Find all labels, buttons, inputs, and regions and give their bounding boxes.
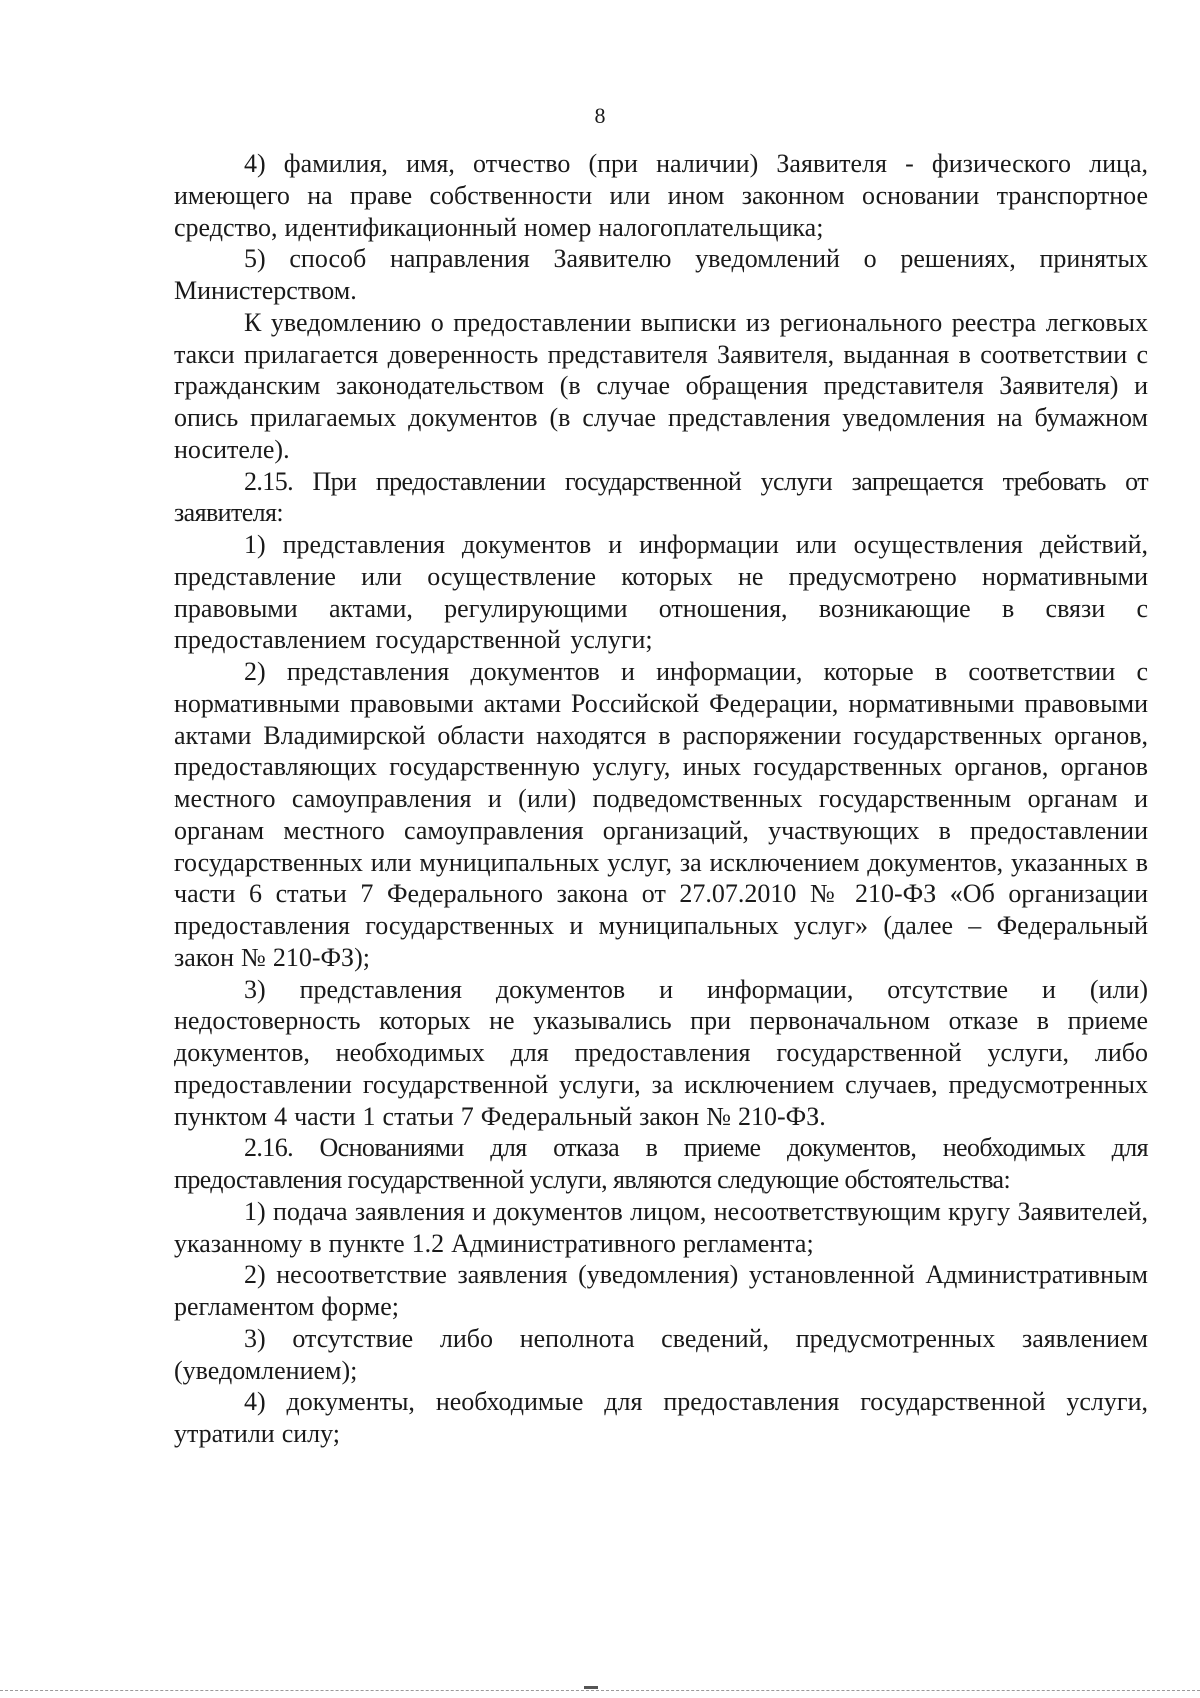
scan-artifact-mark [584, 1686, 598, 1689]
paragraph-2-16-item-1: 1) подача заявления и документов лицом, несоответствующим кругу Заявителей, указанному в пункте 1.2 Административного регламента; [174, 1196, 1148, 1258]
paragraph-attachments: К уведомлению о предоставлении выписки из регионального реестра легковых такси прилагается доверенность представителя Заявителя, выданная в соответствии с гражданским законодательством (в случае обращения представителя Заявителя) и опись прилагаемых документов (в случае представления уведомления на бумажном носителе). [174, 307, 1148, 464]
paragraph-2-15-item-3: 3) представления документов и информации, отсутствие и (или) недостоверность которых не указывались при первоначальном отказе в приеме документов, необходимых для предоставления государственной услуги, либо предоставлении государственной услуги, за исключением случаев, предусмотренных пунктом 4 части 1 статьи 7 Федеральный закон № 210-ФЗ. [174, 974, 1148, 1131]
scan-edge-line [0, 1690, 1200, 1692]
paragraph-2-15-item-2: 2) представления документов и информации, которые в соответствии с нормативными правовыми актами Российской Федерации, нормативными правовыми актами Владимирской области находятся в распоряжении государственных органов, предоставляющих государственную услугу, иных государственных органов, органов местного самоуправления и (или) подведомственных государственным органам и органам местного самоуправления организаций, участвующих в предоставлении государственных или муниципальных услуг, за исключением документов, указанных в части 6 статьи 7 Федерального закона от 27.07.2010 № 210-ФЗ «Об организации предоставления государственных и муниципальных услуг» (далее – Федеральный закон № 210-ФЗ); [174, 657, 1148, 972]
document-body [174, 148, 1148, 1450]
paragraph-2-15-item-1: 1) представления документов и информации или осуществления действий, представление или осуществление которых не предусмотрено нормативными правовыми актами, регулирующими отношения, возникающие в связи с предоставлением государственной услуги; [174, 530, 1148, 655]
paragraph-2-15-heading: 2.15. При предоставлении государственной услуги запрещается требовать от заявителя: [174, 466, 1148, 528]
paragraph-2-16-item-3: 3) отсутствие либо неполнота сведений, предусмотренных заявлением (уведомлением); [174, 1323, 1148, 1385]
paragraph-item-5-notification-method: 5) способ направления Заявителю уведомлений о решениях, принятых Министерством. [174, 244, 1148, 305]
paragraph-item-4-applicant-name: 4) фамилия, имя, отчество (при наличии) Заявителя - физического лица, имеющего на праве собственности или ином законном основании транспортное средство, идентификационный номер налогоплательщика; [174, 149, 1148, 242]
paragraph-2-16-item-2: 2) несоответствие заявления (уведомления) установленной Административным регламентом форме; [174, 1260, 1148, 1321]
paragraph-2-16-item-4: 4) документы, необходимые для предоставления государственной услуги, утратили силу; [174, 1387, 1148, 1448]
paragraph-2-16-heading: 2.16. Основаниями для отказа в приеме документов, необходимых для предоставления государственной услуги, являются следующие обстоятельства: [174, 1133, 1148, 1194]
page-number: 8 [594, 103, 606, 128]
